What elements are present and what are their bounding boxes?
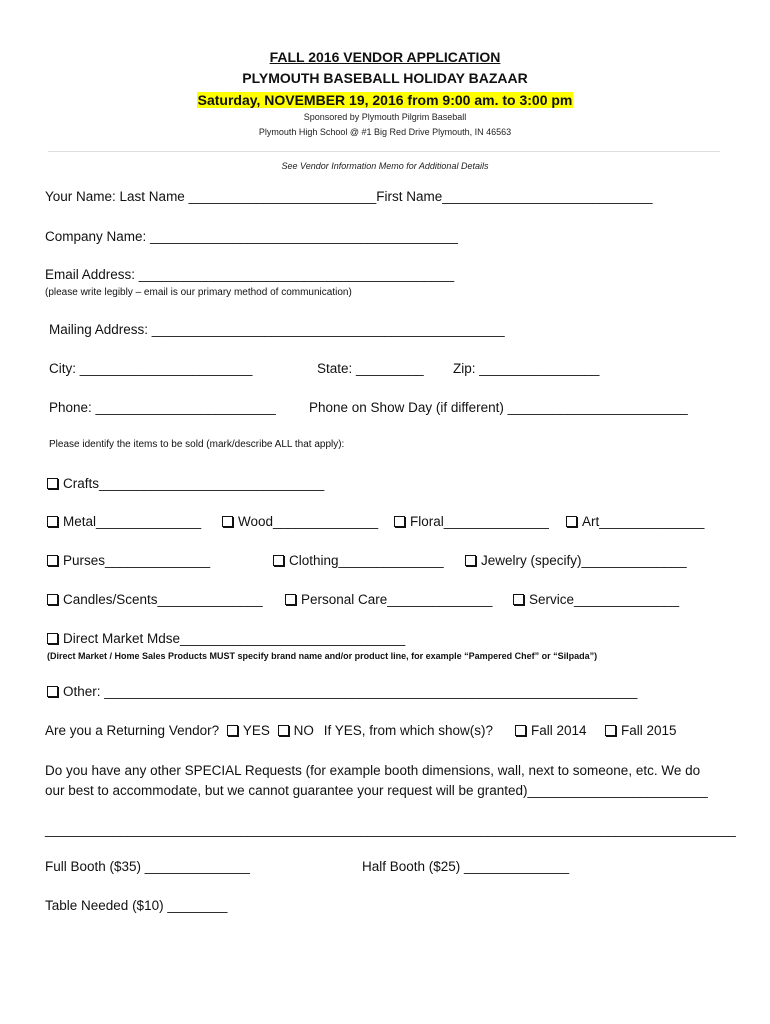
special-requests-line-3[interactable]: ____________________________________________________________________________________________ <box>45 822 736 837</box>
checkbox-icon[interactable] <box>515 725 526 736</box>
checkbox-icon[interactable] <box>273 555 284 566</box>
checkbox-icon[interactable] <box>513 594 524 605</box>
checkbox-icon[interactable] <box>47 516 58 527</box>
which-show-question: If YES, from which show(s)? <box>323 723 493 738</box>
candles-option[interactable]: Candles/Scents______________ <box>47 592 263 607</box>
email-note: (please write legibly – email is our primary method of communication) <box>45 287 352 298</box>
direct-market-option[interactable]: Direct Market Mdse______________________________ <box>47 631 405 646</box>
checkbox-icon[interactable] <box>285 594 296 605</box>
purses-option[interactable]: Purses______________ <box>47 553 210 568</box>
half-booth-field[interactable]: Half Booth ($25) ______________ <box>362 859 570 874</box>
checkbox-icon[interactable] <box>465 555 476 566</box>
checkbox-icon[interactable] <box>47 478 58 489</box>
state-field[interactable]: State: _________ <box>317 361 424 376</box>
phone-field[interactable]: Phone: ________________________ <box>49 400 276 415</box>
sponsor-line: Sponsored by Plymouth Pilgrim Baseball <box>303 112 467 122</box>
checkbox-icon[interactable] <box>47 686 58 697</box>
checkbox-icon[interactable] <box>227 725 238 736</box>
fall-2015-option[interactable]: Fall 2015 <box>605 723 677 738</box>
other-option[interactable]: Other: _______________________________________________________________________ <box>47 684 637 699</box>
items-prompt: Please identify the items to be sold (mark/describe ALL that apply): <box>49 439 345 450</box>
art-option[interactable]: Art______________ <box>566 514 704 529</box>
location-line: Plymouth High School @ #1 Big Red Drive Plymouth, IN 46563 <box>258 127 512 137</box>
floral-option[interactable]: Floral______________ <box>394 514 549 529</box>
checkbox-icon[interactable] <box>47 594 58 605</box>
fall-2014-option[interactable]: Fall 2014 <box>515 723 587 738</box>
table-needed-field[interactable]: Table Needed ($10) ________ <box>45 898 228 913</box>
memo-note: See Vendor Information Memo for Additional Details <box>281 161 489 171</box>
jewelry-option[interactable]: Jewelry (specify)______________ <box>465 553 687 568</box>
mailing-address-field[interactable]: Mailing Address: _______________________________________________ <box>49 322 505 337</box>
divider <box>48 151 720 152</box>
checkbox-icon[interactable] <box>566 516 577 527</box>
checkbox-icon[interactable] <box>47 633 58 644</box>
clothing-option[interactable]: Clothing______________ <box>273 553 444 568</box>
yes-option[interactable]: YES <box>227 723 270 738</box>
company-field[interactable]: Company Name: _________________________________________ <box>45 229 458 244</box>
city-field[interactable]: City: _______________________ <box>49 361 253 376</box>
checkbox-icon[interactable] <box>394 516 405 527</box>
crafts-option[interactable]: Crafts______________________________ <box>47 476 324 491</box>
checkbox-icon[interactable] <box>605 725 616 736</box>
no-option[interactable]: NO <box>278 723 314 738</box>
show-day-phone-field[interactable]: Phone on Show Day (if different) ________________________ <box>309 400 688 415</box>
metal-option[interactable]: Metal______________ <box>47 514 201 529</box>
name-field[interactable]: Your Name: Last Name _________________________First Name____________________________ <box>45 189 653 204</box>
returning-question: Are you a Returning Vendor? <box>45 723 220 738</box>
checkbox-icon[interactable] <box>222 516 233 527</box>
direct-market-note: (Direct Market / Home Sales Products MUST specify brand name and/or product line, for example “Pampered Chef” or “Silpada”) <box>47 651 598 661</box>
personal-care-option[interactable]: Personal Care______________ <box>285 592 492 607</box>
service-option[interactable]: Service______________ <box>513 592 679 607</box>
event-name: PLYMOUTH BASEBALL HOLIDAY BAZAAR <box>242 70 528 86</box>
full-booth-field[interactable]: Full Booth ($35) ______________ <box>45 859 250 874</box>
zip-field[interactable]: Zip: ________________ <box>453 361 600 376</box>
special-requests-line-1: Do you have any other SPECIAL Requests (for example booth dimensions, wall, next to someone, etc. We do <box>45 763 701 778</box>
returning-vendor-row <box>45 723 493 738</box>
event-date: Saturday, NOVEMBER 19, 2016 from 9:00 am. to 3:00 pm <box>197 92 573 108</box>
email-field[interactable]: Email Address: __________________________________________ <box>45 267 455 282</box>
checkbox-icon[interactable] <box>278 725 289 736</box>
special-requests-line-2[interactable]: our best to accommodate, but we cannot guarantee your request will be granted)________________________ <box>45 783 708 798</box>
wood-option[interactable]: Wood______________ <box>222 514 378 529</box>
form-title: FALL 2016 VENDOR APPLICATION <box>269 49 501 65</box>
checkbox-icon[interactable] <box>47 555 58 566</box>
